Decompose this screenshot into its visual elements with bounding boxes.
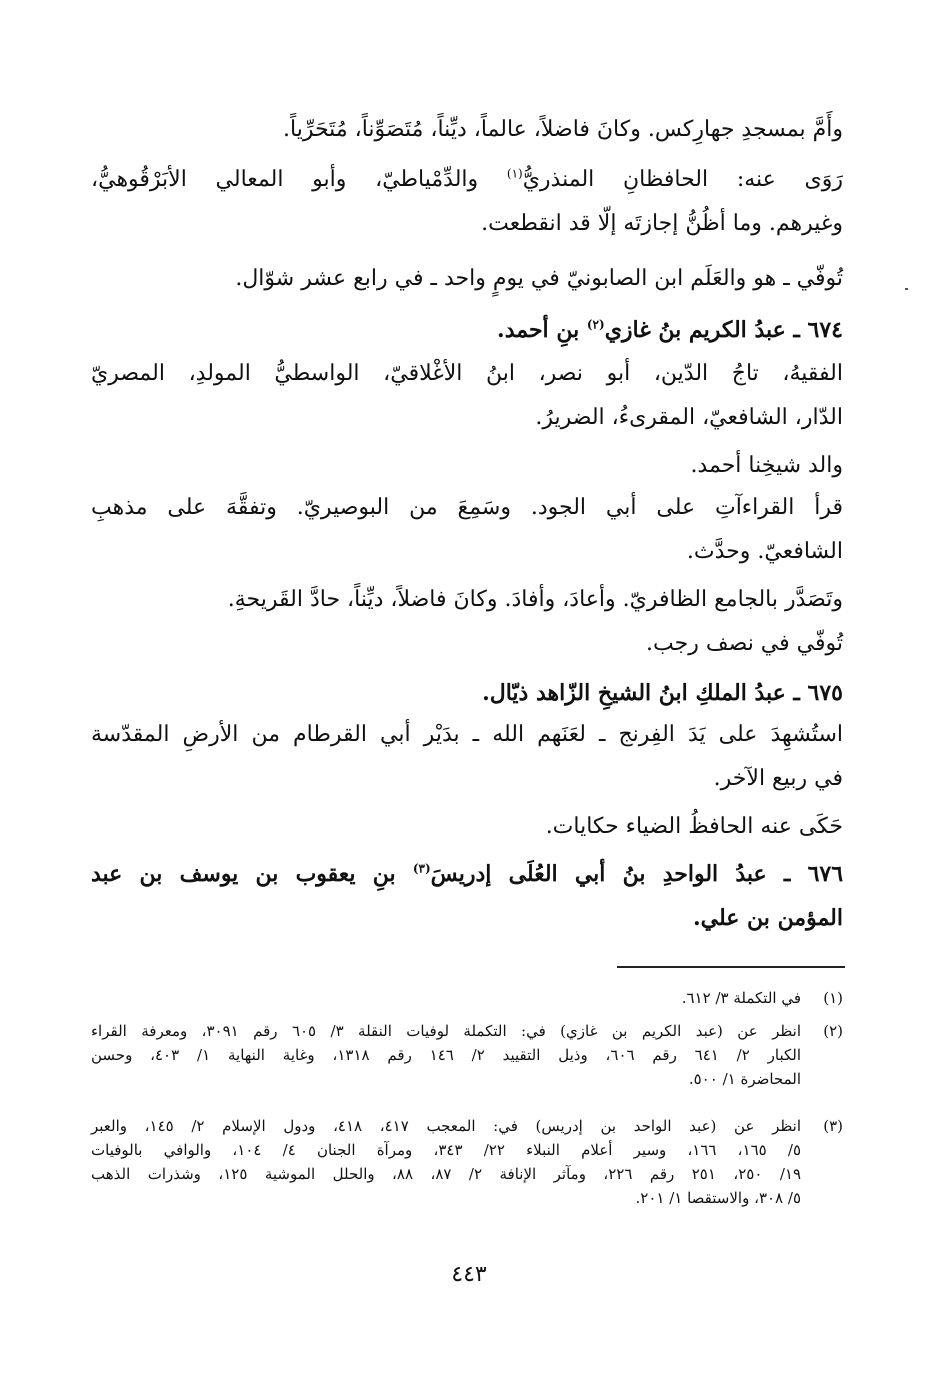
text-line: وتَصَدَّر بالجامع الظافريّ. وأعادَ، وأفادَ. وكانَ فاضلاً، ديِّناً، حادَّ القَريحةِ. (227, 587, 843, 612)
footnote-ref: (٣) (412, 861, 431, 876)
text-line: المؤمن بن علي. (692, 905, 843, 931)
text-line: تُوفّي في نصف رجب. (646, 631, 843, 656)
entry-heading: ٦٧٤ ـ عبدُ الكريم بنُ غازي$^{(٢)}$ بنِ أحمد. (497, 317, 843, 343)
footnote (91, 986, 843, 1010)
text-line: استُشهِدَ على يَدَ الفِرنج ـ لعَنَهم الله ـ بدَيْر أبي القرطام من الأرضِ المقدّسة (91, 722, 843, 747)
footnote-number: (٣) (823, 1117, 843, 1135)
entry-heading: ٦٧٦ ـ عبدُ الواحدِ بنُ أبي العُلَى إدريسَ$^{(٣)}$ بنِ يعقوب بن يوسف بن عبد (91, 861, 844, 887)
text-line: وغيرهم. وما أظُنُّ إجازتَه إلّا قد انقطعت. (481, 211, 843, 236)
footnote (91, 1019, 843, 1091)
text-line: وأَمَّ بمسجدِ جهارِكس. وكانَ فاضلاً، عالماً، ديِّناً، مُتَصَوِّناً، مُتَحَرِّياً. (283, 117, 843, 142)
text-line: رَوَى عنه: الحافظانِ المنذريُّ$^{(١)}$ والدِّمْياطيّ، وأبو المعالي الأبَرْقُوهيُّ، (91, 166, 843, 192)
text-line: الدّار، الشافعيّ، المقرىءُ، الضريرُ. (535, 405, 843, 430)
text-line: حَكَى عنه الحافظُ الضياء حكايات. (545, 814, 843, 839)
page-number: ٤٤٣ (451, 1262, 487, 1287)
entry-heading: ٦٧٥ ـ عبدُ الملكِ ابنُ الشيخِ الزّاهد ذيّال. (482, 680, 843, 706)
footnote (91, 1114, 843, 1210)
footnote-text: انظر عن (عبد الواحد بن إدريس) في: المعجب ٤١٧، ٤١٨، ودول الإسلام ٢/ ١٤٥، والعبر ٥/ ١٦٥، ١٦٦، وسير أعلام النبلاء ٢٢/ ٣٤٣، ومرآة الجنان ٤/ ١٠٤، والوافي بالوفيات ١٩/ ٢٥٠، ٢٥١ رقم ٢٢٦، ومآثر الإنافة ٢/ ٨٧، ٨٨، والحلل الموشية ١٢٥، وشذرات الذهب ٥/ ٣٠٨، والاستقصا ١/ ٢٠١. (91, 1117, 802, 1207)
footnote-separator (617, 966, 845, 968)
scan-speck (905, 288, 908, 290)
footnote-number: (١) (823, 989, 843, 1007)
footnote-text: انظر عن (عبد الكريم بن غازي) في: التكملة لوفيات النقلة ٣/ ٦٠٥ رقم ٣٠٩١، ومعرفة القراء الكبار ٢/ ٦٤١ رقم ٦٠٦، وذيل التقييد ٢/ ١٤٦ رقم ١٣١٨، وغاية النهاية ١/ ٤٠٣، وحسن المحاضرة ١/ ٥٠٠. (91, 1022, 802, 1088)
text-line: الفقيهُ، تاجُ الدّين، أبو نصر، ابنُ الأغْلاقيّ، الواسطيُّ المولدِ، المصريّ (91, 361, 843, 386)
footnote-ref: (١) (506, 166, 523, 181)
footnote-ref: (٢) (586, 317, 605, 332)
footnote-number: (٢) (823, 1022, 843, 1040)
text-line: قرأ القراءآتِ على أبي الجود. وسَمِعَ من البوصيريّ. وتفقَّهَ على مذهبِ (91, 495, 843, 520)
text-line: في ربيع الآخر. (713, 766, 843, 791)
text-line: الشافعيّ. وحدَّث. (686, 539, 843, 564)
footnote-text: في التكملة ٣/ ٦١٢. (681, 989, 801, 1007)
text-line: تُوفّي ـ هو والعَلَم ابن الصابونيّ في يومٍ واحد ـ في رابع عشر شوّال. (235, 266, 843, 291)
text-line: والد شيخِنا أحمد. (690, 453, 843, 478)
